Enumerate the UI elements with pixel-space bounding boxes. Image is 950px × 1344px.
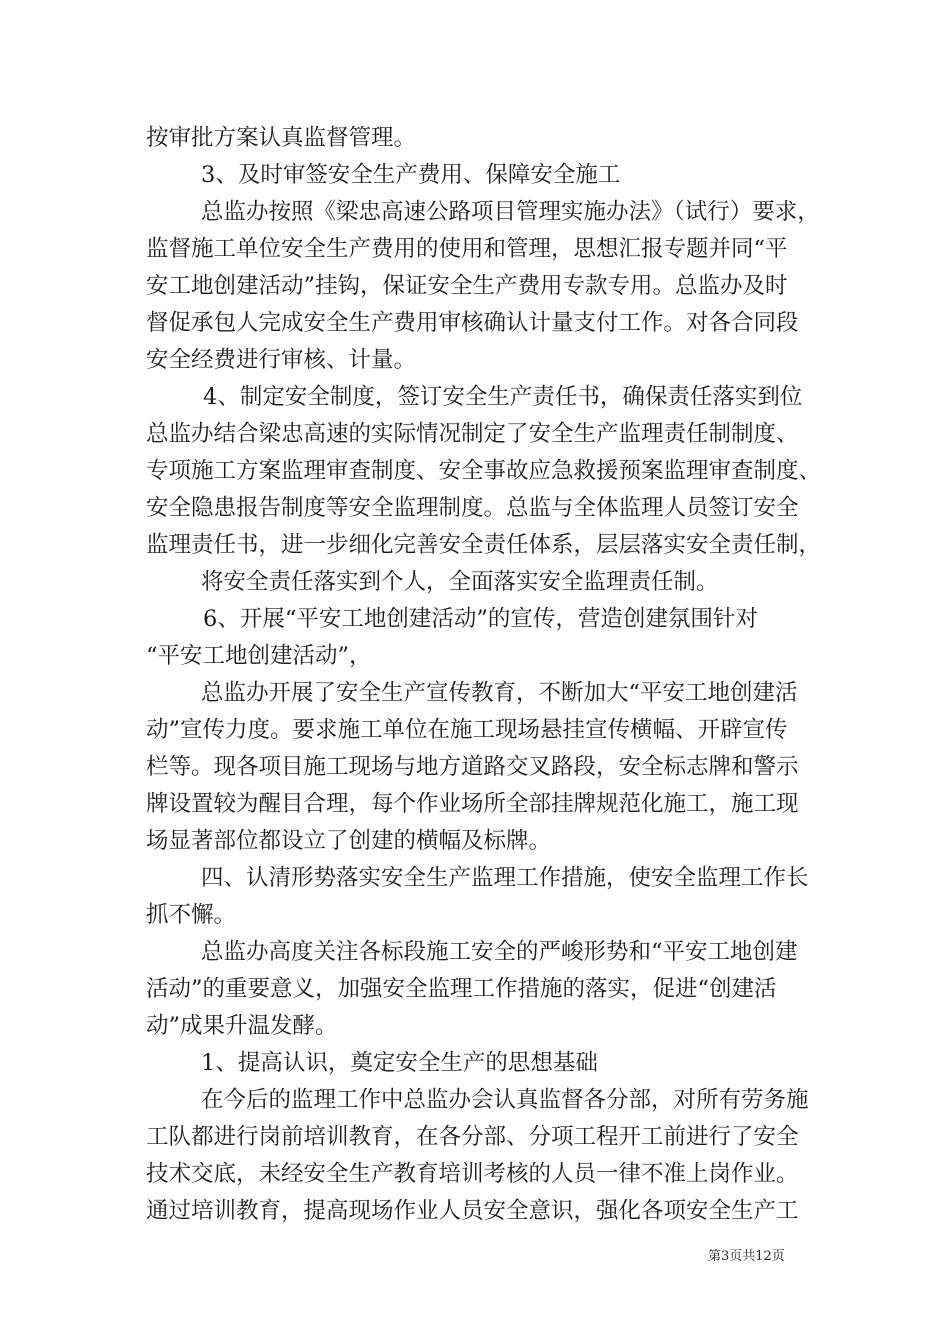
text-line: 牌设置较为醒目合理，每个作业场所全部挂牌规范化施工，施工现	[146, 791, 799, 817]
text-line: 专项施工方案监理审查制度、安全事故应急救援预案监理审查制度、	[146, 458, 822, 484]
section-heading: 1、提高认识，奠定安全生产的思想基础	[201, 1050, 598, 1076]
text-line: 工队都进行岗前培训教育，在各分部、分项工程开工前进行了安全	[146, 1124, 799, 1150]
text-line: 活动”的重要意义，加强安全监理工作措施的落实，促进“创建活	[146, 976, 777, 1002]
text-line: 安工地创建活动”挂钩，保证安全生产费用专款专用。总监办及时	[146, 273, 788, 299]
paragraph-first-line: 在今后的监理工作中总监办会认真监督各分部，对所有劳务施	[201, 1087, 809, 1113]
section-heading: 3、及时审签安全生产费用、保障安全施工	[201, 162, 621, 188]
text-line: 监督施工单位安全生产费用的使用和管理，思想汇报专题并同“平	[146, 236, 788, 262]
text-line: 监理责任书，进一步细化完善安全责任体系，层层落实安全责任制，	[146, 532, 822, 558]
text-line: 技术交底，未经安全生产教育培训考核的人员一律不准上岗作业。	[146, 1161, 799, 1187]
text-line: 动”宣传力度。要求施工单位在施工现场悬挂宣传横幅、开辟宣传	[146, 717, 788, 743]
page-number-footer: 第3页共12页	[708, 1249, 785, 1264]
paragraph-first-line: 总监办按照《梁忠高速公路项目管理实施办法》（试行）要求，	[201, 199, 820, 225]
text-line: 场显著部位都设立了创建的横幅及标牌。	[146, 828, 552, 854]
paragraph-first-line: 总监办开展了安全生产宣传教育，不断加大“平安工地创建活	[201, 680, 798, 706]
text-line: 栏等。现各项目施工现场与地方道路交叉路段，安全标志牌和警示	[146, 754, 799, 780]
paragraph-first-line: 总监办高度关注各标段施工安全的严峻形势和“平安工地创建	[201, 939, 798, 965]
section-heading: 4、制定安全制度，签订安全生产责任书，确保责任落实到位	[203, 384, 803, 410]
text-line: 总监办结合梁忠高速的实际情况制定了安全生产监理责任制制度、	[146, 421, 799, 447]
text-line: 安全经费进行审核、计量。	[146, 347, 417, 373]
text-line: 督促承包人完成安全生产费用审核确认计量支付工作。对各合同段	[146, 310, 799, 336]
text-line: 抓不懈。	[146, 902, 237, 928]
text-line: 动”成果升温发酵。	[146, 1013, 338, 1039]
section-heading: 6、开展“平安工地创建活动”的宣传，营造创建氛围针对	[203, 606, 758, 632]
text-line: 按审批方案认真监督管理。	[146, 125, 417, 151]
section-heading: 四、认清形势落实安全生产监理工作措施，使安全监理工作长	[201, 865, 809, 891]
text-line: “平安工地创建活动”，	[146, 643, 372, 669]
text-line: 将安全责任落实到个人，全面落实安全监理责任制。	[201, 569, 719, 595]
text-line: 通过培训教育，提高现场作业人员安全意识，强化各项安全生产工	[146, 1198, 799, 1224]
text-line: 安全隐患报告制度等安全监理制度。总监与全体监理人员签订安全	[146, 495, 799, 521]
